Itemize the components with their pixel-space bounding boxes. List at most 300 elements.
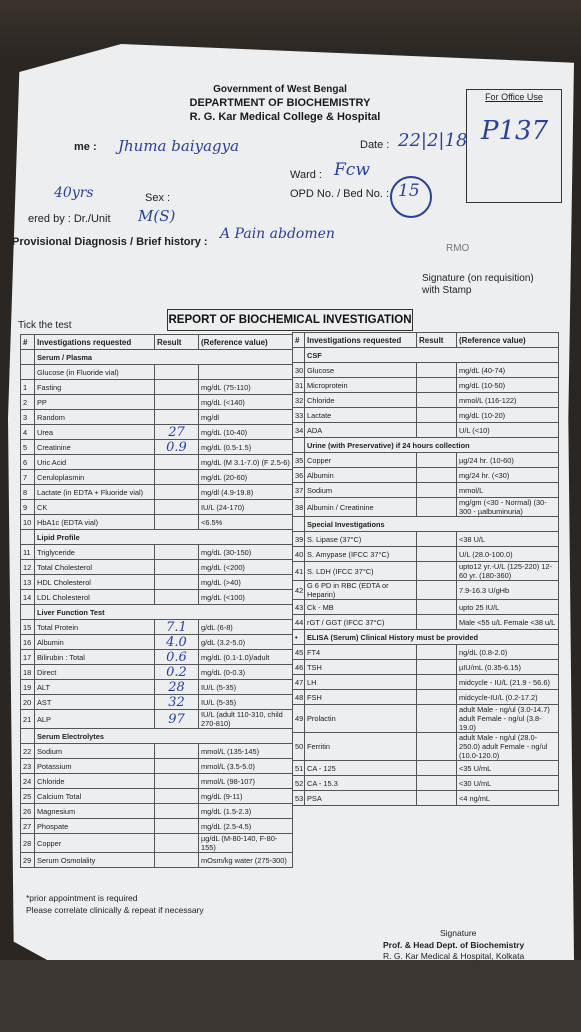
reference-value: <30 U/mL <box>457 776 559 791</box>
result-value <box>155 804 199 819</box>
row-number: 7 <box>21 470 35 485</box>
investigation-name: PSA <box>305 791 417 806</box>
result-value <box>155 380 199 395</box>
reference-value <box>199 365 293 380</box>
table-row <box>293 660 559 675</box>
reference-value: µg/dL (M-80-140, F-80-155) <box>199 834 293 853</box>
investigation-name: S. Lipase (37°C) <box>305 532 417 547</box>
reference-value: <35 U/mL <box>457 761 559 776</box>
table-row <box>21 425 293 440</box>
result-value <box>155 560 199 575</box>
investigation-name: Chloride <box>35 774 155 789</box>
table-row <box>21 650 293 665</box>
row-number: 27 <box>21 819 35 834</box>
reference-value: IU/L (5-35) <box>199 680 293 695</box>
investigation-name: ALP <box>35 710 155 729</box>
row-number: 1 <box>21 380 35 395</box>
reference-value: mg/dL (9-11) <box>199 789 293 804</box>
row-number: 17 <box>21 650 35 665</box>
government-heading: Government of West Bengal <box>213 84 347 95</box>
row-number: 41 <box>293 562 305 581</box>
reference-value: mg/dL (0.1-1.0)/adult <box>199 650 293 665</box>
section-title: Lipid Profile <box>35 530 293 545</box>
result-value <box>155 774 199 789</box>
row-number: 38 <box>293 498 305 517</box>
result-value <box>155 545 199 560</box>
col-result-header: Result <box>417 333 457 348</box>
section-row <box>293 348 559 363</box>
row-number: 3 <box>21 410 35 425</box>
table-row <box>293 776 559 791</box>
row-number: 43 <box>293 600 305 615</box>
section-row <box>293 517 559 532</box>
result-value <box>417 733 457 761</box>
name-label: me : <box>74 141 97 153</box>
investigation-name: Ferritin <box>305 733 417 761</box>
left-table-header <box>21 335 293 350</box>
result-value <box>417 468 457 483</box>
reference-value: IU/L (adult 110-310, child 270-810) <box>199 710 293 729</box>
row-number: 29 <box>21 853 35 868</box>
row-number: 45 <box>293 645 305 660</box>
result-value <box>155 410 199 425</box>
table-row <box>293 675 559 690</box>
row-number: 19 <box>21 680 35 695</box>
result-value <box>155 819 199 834</box>
investigation-name: Lactate <box>305 408 417 423</box>
row-number: 32 <box>293 393 305 408</box>
investigation-name: Potassium <box>35 759 155 774</box>
referred-label: ered by : Dr./Unit <box>28 213 111 225</box>
diagnosis-label: Provisional Diagnosis / Brief history : <box>12 236 208 248</box>
result-value: 0.9 <box>155 440 199 455</box>
result-value <box>155 759 199 774</box>
signature-requisition-label: Signature (on requisition) <box>422 273 534 284</box>
table-row <box>293 453 559 468</box>
office-use-handwriting: P137 <box>481 116 549 146</box>
investigation-name: Ceruloplasmin <box>35 470 155 485</box>
reference-value: mmol/L (3.5-5.0) <box>199 759 293 774</box>
row-number: 48 <box>293 690 305 705</box>
row-number: 39 <box>293 532 305 547</box>
reference-value: <38 U/L <box>457 532 559 547</box>
investigation-name: Triglyceride <box>35 545 155 560</box>
col-investigation-header: Investigations requested <box>305 333 417 348</box>
table-row <box>293 705 559 733</box>
row-number: 15 <box>21 620 35 635</box>
section-title: Special Investigations <box>305 517 559 532</box>
age-value: 40yrs <box>54 185 94 201</box>
row-number: 8 <box>21 485 35 500</box>
reference-value: mg/dL (2.5-4.5) <box>199 819 293 834</box>
investigation-name: Random <box>35 410 155 425</box>
result-value <box>417 547 457 562</box>
table-row <box>293 581 559 600</box>
row-number <box>21 350 35 365</box>
table-row <box>21 365 293 380</box>
col-no-header: # <box>21 335 35 350</box>
reference-value: g/dL (6-8) <box>199 620 293 635</box>
reference-value: mg/dL (<200) <box>199 560 293 575</box>
table-row <box>293 791 559 806</box>
table-row <box>21 395 293 410</box>
referred-value: M(S) <box>138 207 176 225</box>
row-number <box>293 348 305 363</box>
table-row <box>293 363 559 378</box>
table-row <box>293 423 559 438</box>
result-value: 97 <box>155 710 199 729</box>
reference-value: mg/dL (20-60) <box>199 470 293 485</box>
table-row <box>293 498 559 517</box>
result-value: 32 <box>155 695 199 710</box>
result-value <box>417 483 457 498</box>
result-value: 4.0 <box>155 635 199 650</box>
result-value <box>417 690 457 705</box>
reference-value: mg/dl (4.9-19.8) <box>199 485 293 500</box>
reference-value: mmol/L (98-107) <box>199 774 293 789</box>
row-number: 37 <box>293 483 305 498</box>
investigation-name: Serum Osmolality <box>35 853 155 868</box>
result-value <box>417 532 457 547</box>
investigation-name: HDL Cholesterol <box>35 575 155 590</box>
reference-value: adult Male - ng/ul (28.0-250.0) adult Female - ng/ul (10.0-120.0) <box>457 733 559 761</box>
table-row <box>293 761 559 776</box>
result-value <box>417 600 457 615</box>
row-number: 33 <box>293 408 305 423</box>
reference-value: mg/dL (75-110) <box>199 380 293 395</box>
table-row <box>21 560 293 575</box>
table-row <box>21 804 293 819</box>
reference-value: upto12 yr.-U/L (125-220) 12-60 yr. (180-360) <box>457 562 559 581</box>
reference-value: mg/dL (30-150) <box>199 545 293 560</box>
investigation-name: Bilirubin : Total <box>35 650 155 665</box>
tick-test-label: Tick the test <box>18 320 72 331</box>
result-value <box>155 590 199 605</box>
row-number: 24 <box>21 774 35 789</box>
investigation-name: Albumin / Creatinine <box>305 498 417 517</box>
table-row <box>21 470 293 485</box>
section-row <box>21 350 293 365</box>
office-use-label: For Office Use <box>485 92 543 102</box>
investigation-name: Lactate (in EDTA + Fluoride vial) <box>35 485 155 500</box>
result-value <box>417 363 457 378</box>
sex-label: Sex : <box>145 192 171 204</box>
result-value <box>417 378 457 393</box>
row-number: 50 <box>293 733 305 761</box>
investigation-name: Magnesium <box>35 804 155 819</box>
reference-value: mg/dL (<140) <box>199 395 293 410</box>
row-number: 5 <box>21 440 35 455</box>
investigation-name: Albumin <box>305 468 417 483</box>
result-value <box>155 365 199 380</box>
investigation-name: Urea <box>35 425 155 440</box>
table-row <box>21 515 293 530</box>
reference-value: midcycle - IU/L (21.9 - 56.6) <box>457 675 559 690</box>
investigation-name: AST <box>35 695 155 710</box>
reference-value: U/L (28.0-100.0) <box>457 547 559 562</box>
result-value <box>417 776 457 791</box>
row-number: 21 <box>21 710 35 729</box>
row-number <box>21 729 35 744</box>
section-title: CSF <box>305 348 559 363</box>
row-number: 14 <box>21 590 35 605</box>
table-row <box>21 744 293 759</box>
investigation-name: Ck - MB <box>305 600 417 615</box>
row-number: 16 <box>21 635 35 650</box>
result-value <box>155 455 199 470</box>
background-bottom <box>0 960 581 1032</box>
row-number: 51 <box>293 761 305 776</box>
investigation-name: TSH <box>305 660 417 675</box>
ward-label: Ward : <box>290 169 322 181</box>
table-row <box>293 600 559 615</box>
reference-value: mg/dL (M 3.1-7.0) (F 2.5-6) <box>199 455 293 470</box>
row-number: 47 <box>293 675 305 690</box>
result-value <box>417 791 457 806</box>
row-number: 12 <box>21 560 35 575</box>
row-number: 52 <box>293 776 305 791</box>
investigation-name: Total Protein <box>35 620 155 635</box>
col-no-header: # <box>293 333 305 348</box>
row-number: 30 <box>293 363 305 378</box>
table-row <box>21 695 293 710</box>
investigation-name: rGT / GGT (IFCC 37°C) <box>305 615 417 630</box>
result-value: 7.1 <box>155 620 199 635</box>
result-value <box>417 498 457 517</box>
reference-value: g/dL (3.2-5.0) <box>199 635 293 650</box>
result-value <box>417 761 457 776</box>
row-number: 26 <box>21 804 35 819</box>
investigation-name: G 6 PD in RBC (EDTA or Heparin) <box>305 581 417 600</box>
opd-label: OPD No. / Bed No. : <box>290 188 390 200</box>
table-row <box>21 455 293 470</box>
investigation-name: Sodium <box>35 744 155 759</box>
investigation-name: Glucose <box>305 363 417 378</box>
investigation-name: ALT <box>35 680 155 695</box>
reference-value: mg/gm (<30 - Normal) (30-300 - µalbuminuria) <box>457 498 559 517</box>
reference-value: mg/24 hr. (<30) <box>457 468 559 483</box>
row-number: • <box>293 630 305 645</box>
rmo-stamp: RMO <box>446 243 470 254</box>
row-number: 22 <box>21 744 35 759</box>
reference-value: mg/dL (0-0.3) <box>199 665 293 680</box>
row-number: 11 <box>21 545 35 560</box>
table-row <box>21 834 293 853</box>
date-label: Date : <box>360 139 390 151</box>
investigation-name: LDL Cholesterol <box>35 590 155 605</box>
row-number: 34 <box>293 423 305 438</box>
investigation-name: Copper <box>35 834 155 853</box>
investigation-name: HbA1c (EDTA vial) <box>35 515 155 530</box>
reference-value: IU/L (5-35) <box>199 695 293 710</box>
result-value <box>417 645 457 660</box>
hospital-label: R. G. Kar Medical & Hospital, Kolkata <box>383 951 525 961</box>
row-number <box>21 605 35 620</box>
reference-value: U/L (<10) <box>457 423 559 438</box>
table-row <box>21 620 293 635</box>
investigation-name: Albumin <box>35 635 155 650</box>
section-title: ELISA (Serum) Clinical History must be provided <box>305 630 559 645</box>
prof-head-label: Prof. & Head Dept. of Biochemistry <box>383 940 525 950</box>
row-number: 53 <box>293 791 305 806</box>
investigation-name: LH <box>305 675 417 690</box>
section-row <box>21 729 293 744</box>
reference-value: Male <55 u/L Female <38 u/L <box>457 615 559 630</box>
row-number: 2 <box>21 395 35 410</box>
investigation-name: CK <box>35 500 155 515</box>
table-row <box>293 645 559 660</box>
row-number <box>293 438 305 453</box>
result-value <box>417 423 457 438</box>
row-number: 18 <box>21 665 35 680</box>
investigation-name: PP <box>35 395 155 410</box>
section-title: Urine (with Preservative) if 24 hours collection <box>305 438 559 453</box>
section-title: Serum Electrolytes <box>35 729 293 744</box>
table-row <box>293 532 559 547</box>
row-number: 31 <box>293 378 305 393</box>
department-heading: DEPARTMENT OF BIOCHEMISTRY <box>189 97 371 109</box>
row-number: 6 <box>21 455 35 470</box>
left-investigation-table <box>20 334 293 868</box>
result-value: 0.2 <box>155 665 199 680</box>
reference-value: midcycle-IU/L (0.2-17.2) <box>457 690 559 705</box>
table-row <box>21 485 293 500</box>
opd-value: 15 <box>398 181 420 201</box>
table-row <box>21 440 293 455</box>
row-number: 40 <box>293 547 305 562</box>
investigation-name: S. Amypase (IFCC 37°C) <box>305 547 417 562</box>
result-value <box>155 395 199 410</box>
table-row <box>293 378 559 393</box>
table-row <box>21 853 293 868</box>
result-value <box>417 453 457 468</box>
table-row <box>21 380 293 395</box>
reference-value: mmol/L <box>457 483 559 498</box>
section-row <box>293 438 559 453</box>
date-value: 22|2|18 <box>398 130 468 151</box>
investigation-name: Prolactin <box>305 705 417 733</box>
reference-value: IU/L (24-170) <box>199 500 293 515</box>
table-row <box>21 665 293 680</box>
result-value <box>155 744 199 759</box>
table-row <box>21 819 293 834</box>
col-reference-header: (Reference value) <box>199 335 293 350</box>
result-value <box>417 408 457 423</box>
appointment-note: *prior appointment is required <box>26 893 138 903</box>
result-value <box>417 615 457 630</box>
section-row <box>293 630 559 645</box>
result-value <box>155 515 199 530</box>
investigation-name: Copper <box>305 453 417 468</box>
reference-value: mg/dl <box>199 410 293 425</box>
col-result-header: Result <box>155 335 199 350</box>
table-row <box>21 590 293 605</box>
office-use-box <box>466 89 562 203</box>
reference-value: mmol/L (116-122) <box>457 393 559 408</box>
reference-value: µg/24 hr. (10-60) <box>457 453 559 468</box>
section-title: Liver Function Test <box>35 605 293 620</box>
table-row <box>21 575 293 590</box>
investigation-name: Phospate <box>35 819 155 834</box>
reference-value: mg/dL (10-40) <box>199 425 293 440</box>
row-number: 44 <box>293 615 305 630</box>
result-value <box>417 581 457 600</box>
table-row <box>21 680 293 695</box>
row-number: 23 <box>21 759 35 774</box>
reference-value: 7.9-16.3 U/gHb <box>457 581 559 600</box>
table-row <box>21 774 293 789</box>
table-row <box>293 562 559 581</box>
reference-value: mg/dL (<100) <box>199 590 293 605</box>
reference-value: <4 ng/mL <box>457 791 559 806</box>
table-row <box>293 483 559 498</box>
investigation-name: CA - 125 <box>305 761 417 776</box>
row-number: 46 <box>293 660 305 675</box>
row-number: 20 <box>21 695 35 710</box>
row-number: 36 <box>293 468 305 483</box>
result-value: 27 <box>155 425 199 440</box>
reference-value: mg/dL (1.5-2.3) <box>199 804 293 819</box>
result-value: 28 <box>155 680 199 695</box>
investigation-name: Calcium Total <box>35 789 155 804</box>
ward-value: Fcw <box>334 160 370 180</box>
reference-value: mOsm/kg water (275-300) <box>199 853 293 868</box>
investigation-name: Fasting <box>35 380 155 395</box>
investigation-name: Sodium <box>305 483 417 498</box>
investigation-name: FSH <box>305 690 417 705</box>
table-row <box>293 468 559 483</box>
reference-value: mg/dL (40-74) <box>457 363 559 378</box>
investigation-name: ADA <box>305 423 417 438</box>
row-number: 13 <box>21 575 35 590</box>
stamp-label: with Stamp <box>422 285 472 296</box>
result-value <box>155 485 199 500</box>
reference-value: ng/dL (0.8-2.0) <box>457 645 559 660</box>
row-number: 35 <box>293 453 305 468</box>
table-row <box>293 615 559 630</box>
row-number: 4 <box>21 425 35 440</box>
investigation-name: Creatinine <box>35 440 155 455</box>
investigation-name: Direct <box>35 665 155 680</box>
investigation-name: Chloride <box>305 393 417 408</box>
diagnosis-value: A Pain abdomen <box>220 226 335 242</box>
section-row <box>21 530 293 545</box>
result-value <box>417 705 457 733</box>
row-number <box>293 517 305 532</box>
correlate-note: Please correlate clinically & repeat if necessary <box>26 905 204 915</box>
row-number: 49 <box>293 705 305 733</box>
table-row <box>21 789 293 804</box>
reference-value: mg/dL (>40) <box>199 575 293 590</box>
patient-name: Jhuma baiyagya <box>118 137 240 155</box>
right-investigation-table <box>292 332 559 806</box>
result-value <box>417 562 457 581</box>
section-row <box>21 605 293 620</box>
table-row <box>293 408 559 423</box>
reference-value: adult Male - ng/ul (3.0-14.7) adult Female - ng/ul (3.8-19.0) <box>457 705 559 733</box>
result-value <box>155 834 199 853</box>
report-title: REPORT OF BIOCHEMICAL INVESTIGATION <box>167 309 413 331</box>
row-number: 10 <box>21 515 35 530</box>
reference-value: µIU/mL (0.35-6.15) <box>457 660 559 675</box>
row-number <box>21 365 35 380</box>
result-value <box>155 500 199 515</box>
result-value <box>155 853 199 868</box>
investigation-name: Glucose (in Fluoride vial) <box>35 365 155 380</box>
result-value: 0.6 <box>155 650 199 665</box>
signature-label: Signature <box>440 928 477 938</box>
table-row <box>21 410 293 425</box>
